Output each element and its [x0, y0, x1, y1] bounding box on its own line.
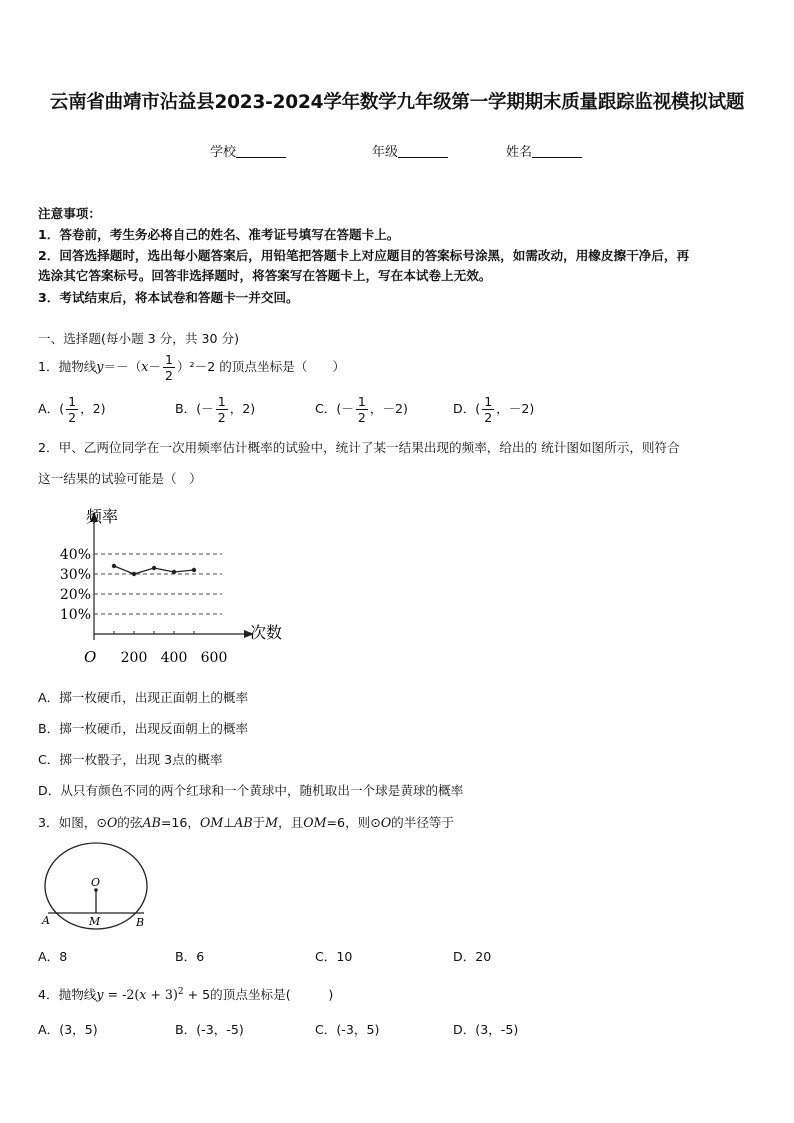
x-tick-label: 400	[160, 650, 188, 666]
name-blank	[532, 145, 582, 158]
q4-tail: + 5的顶点坐标是( )	[183, 987, 334, 1002]
q1-c-num: 1	[357, 394, 366, 409]
q4-option-c[interactable]: C．(-3，5)	[315, 1022, 380, 1037]
q2-option-b[interactable]: B．掷一枚硬币，出现反面朝上的概率	[38, 721, 249, 736]
q1-c-den: 2	[357, 410, 366, 425]
q1-prefix: 1．抛物线	[38, 359, 97, 374]
name-field	[506, 141, 582, 160]
q1-a-label: A．(	[38, 401, 65, 416]
q1-a-rest: ，2)	[80, 401, 106, 416]
q1-a-frac	[66, 394, 78, 425]
name-label: 姓名	[506, 145, 533, 160]
school-field	[210, 141, 286, 160]
q1-c-label: C．(－	[315, 401, 354, 416]
q1-d-frac	[482, 394, 494, 425]
q3-ab2: AB	[234, 815, 253, 830]
q3-om2: OM	[303, 815, 327, 830]
label-b: B	[136, 916, 145, 929]
q3-ab: AB	[142, 815, 161, 830]
page-title: 云南省曲靖市沾益县2023-2024学年数学九年级第一学期期末质量跟踪监视模拟试题	[49, 92, 745, 113]
q1-frac-den: 2	[165, 368, 173, 383]
x-tick-label: 200	[120, 650, 148, 666]
q1-b-rest: ，2)	[229, 401, 256, 416]
q4-sup: 2	[177, 986, 184, 997]
q1-d-den: 2	[484, 410, 493, 425]
label-m: M	[89, 915, 101, 928]
label-a: A	[42, 914, 50, 927]
q1-b-frac	[216, 394, 228, 425]
q4-prefix: 4．抛物线	[38, 987, 97, 1002]
q1-eq-b: ）²－2 的顶点坐标是（ ）	[176, 359, 346, 374]
q4-option-a[interactable]: A．(3，5)	[38, 1022, 98, 1037]
notes-item-3: 3．考试结束后，将本试卷和答题卡一并交回。	[38, 290, 299, 305]
q2-option-a[interactable]: A．掷一枚硬币，出现正面朝上的概率	[38, 690, 249, 705]
q1-var: y	[96, 359, 104, 374]
y-tick-label: 40%	[60, 547, 91, 563]
data-point	[132, 572, 136, 576]
label-o: O	[91, 876, 101, 889]
school-label: 学校	[210, 145, 237, 160]
q1-option-b[interactable]	[175, 392, 255, 426]
y-tick-label: 20%	[60, 587, 91, 603]
q1-b-num: 1	[217, 394, 226, 409]
q3-option-b[interactable]: B．6	[175, 949, 205, 964]
q1-option-d[interactable]	[453, 392, 534, 426]
y-axis-label: 频率	[86, 507, 119, 526]
q3-t5: ，且	[278, 815, 304, 830]
q1-d-label: D．(	[453, 401, 481, 416]
data-point	[152, 566, 156, 570]
q1-b-label: B．(－	[175, 401, 214, 416]
q3-t7: 的半径等于	[391, 815, 455, 830]
x-tick-label: 600	[200, 650, 228, 666]
section-heading: 一、选择题(每小题 3 分，共 30 分)	[38, 331, 240, 346]
q1-eq-a: ＝－（	[103, 359, 142, 374]
q1-fraction	[163, 352, 175, 383]
q4-option-b[interactable]: B．(-3，-5)	[175, 1022, 244, 1037]
y-tick-label: 30%	[60, 567, 91, 583]
question-1	[38, 350, 345, 384]
grade-label: 年级	[372, 145, 399, 160]
q3-option-d[interactable]: D．20	[453, 949, 492, 964]
q4-x: x	[139, 987, 147, 1002]
q3-option-a[interactable]: A．8	[38, 949, 68, 964]
notes-item-2: 2．回答选择题时，选出每小题答案后，用铅笔把答题卡上对应题目的答案标号涂黑，如需改动，用橡皮擦干净后，再	[38, 248, 690, 263]
q1-d-rest: ，－2)	[496, 401, 535, 416]
grade-blank	[398, 145, 448, 158]
q1-a-num: 1	[68, 394, 77, 409]
q1-option-a[interactable]	[38, 392, 106, 426]
q3-t4: 于	[252, 815, 266, 830]
question-3	[38, 812, 454, 831]
q1-frac-num: 1	[165, 352, 173, 367]
x-axis-label: 次数	[250, 623, 283, 642]
y-tick-label: 10%	[60, 607, 91, 623]
grade-field	[372, 141, 448, 160]
q3-t6: =6，则⊙	[326, 815, 381, 830]
q4-rest: + 3)	[146, 987, 178, 1002]
q3-t1: 的弦	[117, 815, 143, 830]
q1-minus: －	[148, 359, 161, 374]
origin-label: O	[84, 648, 97, 666]
notes-item-1: 1．答卷前，考生务必将自己的姓名、准考证号填写在答题卡上。	[38, 227, 400, 242]
q1-b-den: 2	[217, 410, 226, 425]
data-point	[192, 568, 196, 572]
data-point	[112, 564, 116, 568]
q1-d-num: 1	[484, 394, 493, 409]
notes-item-2-cont: 选涂其它答案标号。回答非选择题时，将答案写在答题卡上，写在本试卷上无效。	[38, 268, 492, 283]
q4-eq: = -2(	[103, 987, 140, 1002]
question-2-line-1: 2．甲、乙两位同学在一次用频率估计概率的试验中，统计了某一结果出现的频率，给出的 统计图如图所示，则符合	[38, 440, 680, 455]
q3-option-c[interactable]: C．10	[315, 949, 353, 964]
question-2-line-2: 这一结果的试验可能是（ ）	[38, 471, 202, 486]
school-blank	[236, 145, 286, 158]
circle-figure	[36, 842, 158, 932]
q3-om: OM	[200, 815, 224, 830]
q4-var: y	[96, 987, 104, 1002]
q3-m: M	[265, 815, 279, 830]
frequency-chart	[60, 500, 300, 670]
q3-t3: ⊥	[223, 815, 235, 830]
q1-x: x	[141, 359, 149, 374]
q3-o1: O	[106, 815, 118, 830]
question-4	[38, 984, 333, 1003]
q3-t2: =16，	[160, 815, 200, 830]
q1-option-c[interactable]	[315, 392, 408, 426]
q1-c-frac	[356, 394, 368, 425]
q2-option-c[interactable]: C．掷一枚骰子，出现 3点的概率	[38, 752, 223, 767]
q3-o2: O	[380, 815, 392, 830]
notes-heading: 注意事项：	[38, 206, 101, 221]
q1-c-rest: ，－2)	[369, 401, 408, 416]
q1-a-den: 2	[68, 410, 77, 425]
data-point	[172, 570, 176, 574]
q4-option-d[interactable]: D．(3，-5)	[453, 1022, 519, 1037]
q2-option-d[interactable]: D．从只有颜色不同的两个红球和一个黄球中，随机取出一个球是黄球的概率	[38, 783, 464, 798]
q3-prefix: 3．如图，⊙	[38, 815, 107, 830]
